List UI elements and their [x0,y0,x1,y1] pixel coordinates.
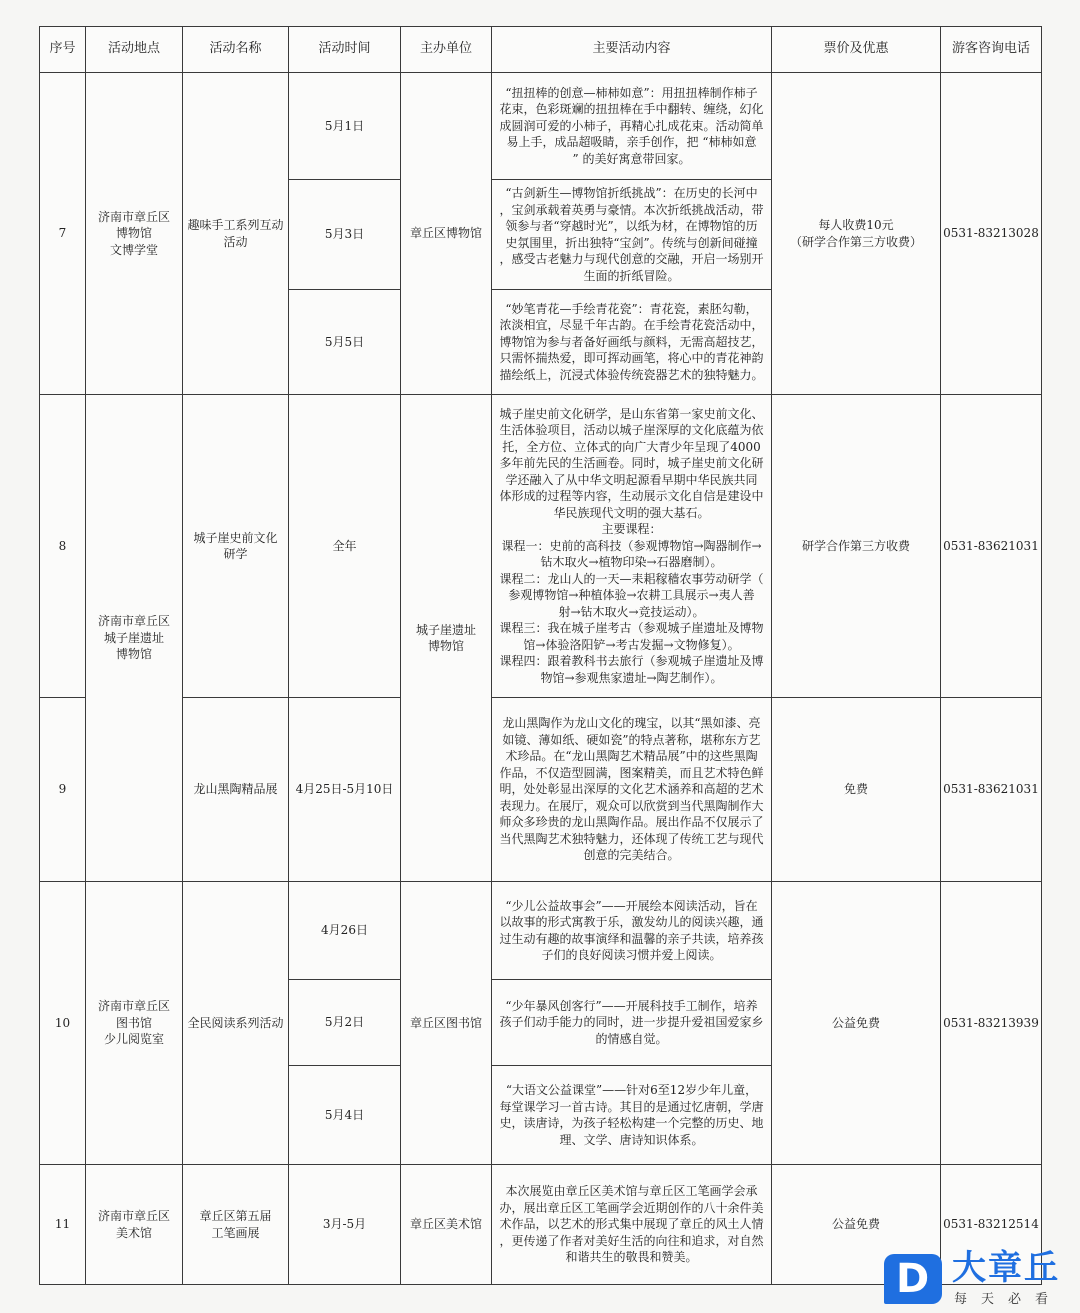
content-line: 生面的折纸冒险。 [583,268,680,283]
content-line: 领参与者“穿越时光”，以纸为材，在博物馆的历 [505,219,758,233]
row8-price: 研学合作第三方收费 [772,395,941,698]
row7-content-2 [492,180,772,290]
content-line: 体形成的过程等内容，生动展示文化自信是建设中 [499,489,764,504]
row9-phone: 0531-83621031 [941,698,1042,882]
content-line: 主要课程： [601,522,662,537]
header-row [40,27,1042,73]
header-name: 活动名称 [183,27,289,73]
row7-time-3: 5月5日 [289,290,401,395]
content-line: ” 的美好寓意带回家。 [572,151,691,166]
content-line: 浓淡相宜，尽显千年古韵。在手绘青花瓷活动中， [499,318,764,333]
row8-host-line: 城子崖遗址 [415,622,476,637]
row7-place-line: 文博学堂 [109,242,158,257]
content-line: 以故事的形式寓教于乐，激发幼儿的阅读兴趣，通 [499,915,764,929]
content-line: 办，展出章丘区工笔画学会近期创作的八十余件美 [499,1200,764,1215]
content-line: 成圆润可爱的小柿子，再精心扎成花束。活动简单 [499,118,764,133]
row10-content-2 [492,980,772,1066]
content-line: 博物馆为参与者备好画纸与颜料，无需高超技艺， [499,334,764,349]
header-phone: 游客咨询电话 [941,27,1042,73]
row9-name: 龙山黑陶精品展 [183,698,289,882]
row10-phone: 0531-83213939 [941,882,1042,1165]
row11-place-line: 济南市章丘区 [97,1209,170,1223]
content-line: ，宝剑承载着英勇与豪情。本次折纸挑战活动，带 [499,202,764,217]
content-line: 城子崖史前文化研学，是山东省第一家史前文化、 [499,406,764,421]
row8-place-line: 济南市章丘区 [97,614,170,629]
row10-name: 全民阅读系列活动 [183,882,289,1165]
row7-host: 章丘区博物馆 [401,73,492,395]
table-row [40,882,1042,980]
row7-no: 7 [40,73,86,395]
row7-place-line: 济南市章丘区 [97,209,170,224]
row7-name-line: 趣味手工系列互动 [187,218,284,232]
row11-name-line: 工笔画展 [211,1225,260,1240]
logo-d-icon [884,1254,942,1304]
row7-content-1 [492,73,772,180]
row9-time: 4月25日-5月10日 [289,698,401,882]
content-line: 表现力。在展厅，观众可以欣赏到当代黑陶制作大 [499,798,764,813]
content-line: 学还融入了从中华文明起源看早期中华民族共同 [505,472,758,487]
row11-host: 章丘区美术馆 [401,1165,492,1285]
header-time: 活动时间 [289,27,401,73]
row10-time-3: 5月4日 [289,1066,401,1165]
content-line: 术作品，以艺术的形式集中展现了章丘的风土人情 [499,1217,764,1232]
content-line: 华民族现代文明的强大基石。 [553,505,710,520]
content-line: 课程三：我在城子崖考古（参观城子崖遗址及博物 [499,621,764,636]
content-line: ，更传递了作者对美好生活的向往和追求，对自然 [499,1233,764,1248]
content-line: 史氛围里，折出独特“宝剑”。传统与创新间碰撞 [505,235,758,250]
row7-place-line: 博物馆 [115,226,152,241]
content-line: 作品，不仅造型圆满，图案精美，而且艺术特色鲜 [499,765,764,780]
content-line: 每堂课学习一首古诗。其目的是通过忆唐朝，学唐 [499,1099,764,1114]
content-line: 明，处处彰显出深厚的文化艺术涵养和高超的艺术 [499,782,764,797]
header-content: 主要活动内容 [492,27,772,73]
row11-price: 公益免费 [772,1165,941,1285]
row11-content [492,1165,772,1285]
row10-place [86,882,183,1165]
content-line: 的情感自觉。 [595,1031,668,1046]
content-line: 当代黑陶艺术独特魅力，还体现了传统工艺与现代 [499,831,764,846]
row8-name-line: 研学 [223,547,248,561]
content-line: “古剑新生—博物馆折纸挑战”：在历史的长河中 [505,186,758,200]
header-no: 序号 [40,27,86,73]
content-line: 术珍品。在“龙山黑陶艺术精品展”中的这些黑陶 [505,749,758,764]
row8-content [492,395,772,698]
content-line: 课程四：跟着教科书去旅行（参观城子崖遗址及博 [499,654,764,669]
row7-price-line: 每人收费10元 [818,218,894,232]
activity-schedule-table [39,26,1042,1285]
content-line: 课程二：龙山人的一天—耒耜稼穑农事劳动研学（ [499,571,764,586]
header-host: 主办单位 [401,27,492,73]
content-line: 理、文学、唐诗知识体系。 [559,1132,704,1147]
watermark-logo [876,1244,1080,1313]
row10-host: 章丘区图书馆 [401,882,492,1165]
row9-content [492,698,772,882]
row10-content-1 [492,882,772,980]
row7-name-line: 活动 [223,234,248,249]
row7-phone: 0531-83213028 [941,73,1042,395]
table-row [40,698,1042,882]
row10-place-line: 图书馆 [115,1015,152,1030]
row10-content-3 [492,1066,772,1165]
content-line: 参观博物馆→种植体验→农耕工具展示→夷人善 [508,588,755,603]
content-line: 师众多珍贵的龙山黑陶作品。展出作品不仅展示了 [499,815,764,830]
content-line: 射→钻木取火→竞技运动）。 [558,604,705,619]
row7-price [772,73,941,395]
row9-no: 9 [40,698,86,882]
row11-name-line: 章丘区第五届 [199,1209,272,1223]
row9-price: 免费 [772,698,941,882]
content-line: 多年前先民的生活画卷。同时，城子崖史前文化研 [499,456,764,471]
row10-price: 公益免费 [772,882,941,1165]
row10-time-1: 4月26日 [289,882,401,980]
content-line: 创意的完美结合。 [583,848,680,863]
content-line: 易上手，成品超吸睛，亲手创作，把 “柿柿如意 [506,135,757,150]
row8-no: 8 [40,395,86,698]
table-row [40,395,1042,698]
content-line: 钻木取火→植物印染→石器磨制）。 [540,555,723,570]
content-line: ，感受古老魅力与现代创意的交融，开启一场别开 [499,252,764,266]
row7-place [86,73,183,395]
table-row [40,73,1042,180]
row8-host-line: 博物馆 [427,639,464,653]
row11-place-line: 美术馆 [115,1225,152,1240]
row8-time: 全年 [289,395,401,698]
logo-letter: D [896,1256,930,1302]
content-line: 和谐共生的敬畏和赞美。 [565,1250,698,1265]
row8-name-line: 城子崖史前文化 [193,530,278,545]
content-line: 史，读唐诗，为孩子轻松构建一个完整的历史、地 [499,1116,764,1130]
row8-place-line: 博物馆 [115,647,152,662]
content-line: 描绘纸上，沉浸式体验传统瓷器艺术的独特魅力。 [499,367,764,382]
row8-phone: 0531-83621031 [941,395,1042,698]
row10-no: 10 [40,882,86,1165]
content-line: “少年暴风创客行”——开展科技手工制作，培养 [505,998,758,1013]
row7-time-1: 5月1日 [289,73,401,180]
content-line: 只需怀揣热爱，即可挥动画笔，将心中的青花神韵 [499,351,764,366]
row11-place [86,1165,183,1285]
row8-place-line: 城子崖遗址 [103,630,164,645]
row10-time-2: 5月2日 [289,980,401,1066]
row8-name [183,395,289,698]
logo-title: 大章丘 [952,1248,1060,1288]
content-line: “妙笔青花—手绘青花瓷”：青花瓷，素胚勾勒， [505,301,758,316]
row11-no: 11 [40,1165,86,1285]
row11-phone: 0531-83212514 [941,1165,1042,1285]
content-line: 过生动有趣的故事演绎和温馨的亲子共读，培养孩 [499,931,764,946]
content-line: 物馆→参观焦家遗址→陶艺制作）。 [540,670,723,685]
content-line: 托，全方位、立体式的向广大青少年呈现了4000 [502,439,761,454]
row11-name [183,1165,289,1285]
header-price: 票价及优惠 [772,27,941,73]
row7-price-line: （研学合作第三方收费） [789,234,922,249]
content-line: 花束，色彩斑斓的扭扭棒在手中翻转、缠绕，幻化 [499,102,764,117]
content-line: 如镜、薄如纸、硬如瓷”的特点著称，堪称东方艺 [502,732,761,747]
content-line: “少儿公益故事会”——开展绘本阅读活动，旨在 [505,898,758,913]
content-line: “大语文公益课堂”——针对6至12岁少年儿童， [505,1083,758,1097]
content-line: 馆→体验洛阳铲→考古发掘→文物修复）。 [523,637,740,652]
content-line: 龙山黑陶作为龙山文化的瑰宝，以其“黑如漆、亮 [502,716,761,731]
row10-place-line: 济南市章丘区 [97,999,170,1014]
content-line: “扭扭棒的创意—柿柿如意”：用扭扭棒制作柿子 [505,85,758,100]
content-line: 生活体验项目，活动以城子崖深厚的文化底蕴为依 [499,423,764,438]
row7-content-3 [492,290,772,395]
row11-time: 3月-5月 [289,1165,401,1285]
row8-place [86,395,183,882]
row7-time-2: 5月3日 [289,180,401,290]
content-line: 子们的良好阅读习惯并爱上阅读。 [541,948,722,962]
row8-host [401,395,492,882]
header-place: 活动地点 [86,27,183,73]
logo-subtitle: 每天必看 [954,1292,1063,1307]
content-line: 本次展览由章丘区美术馆与章丘区工笔画学会承 [505,1184,758,1199]
row7-name [183,73,289,395]
content-line: 孩子们动手能力的同时，进一步提升爱祖国爱家乡 [499,1015,764,1030]
content-line: 课程一：史前的高科技（参观博物馆→陶器制作→ [501,538,762,553]
row10-place-line: 少儿阅览室 [103,1032,164,1047]
